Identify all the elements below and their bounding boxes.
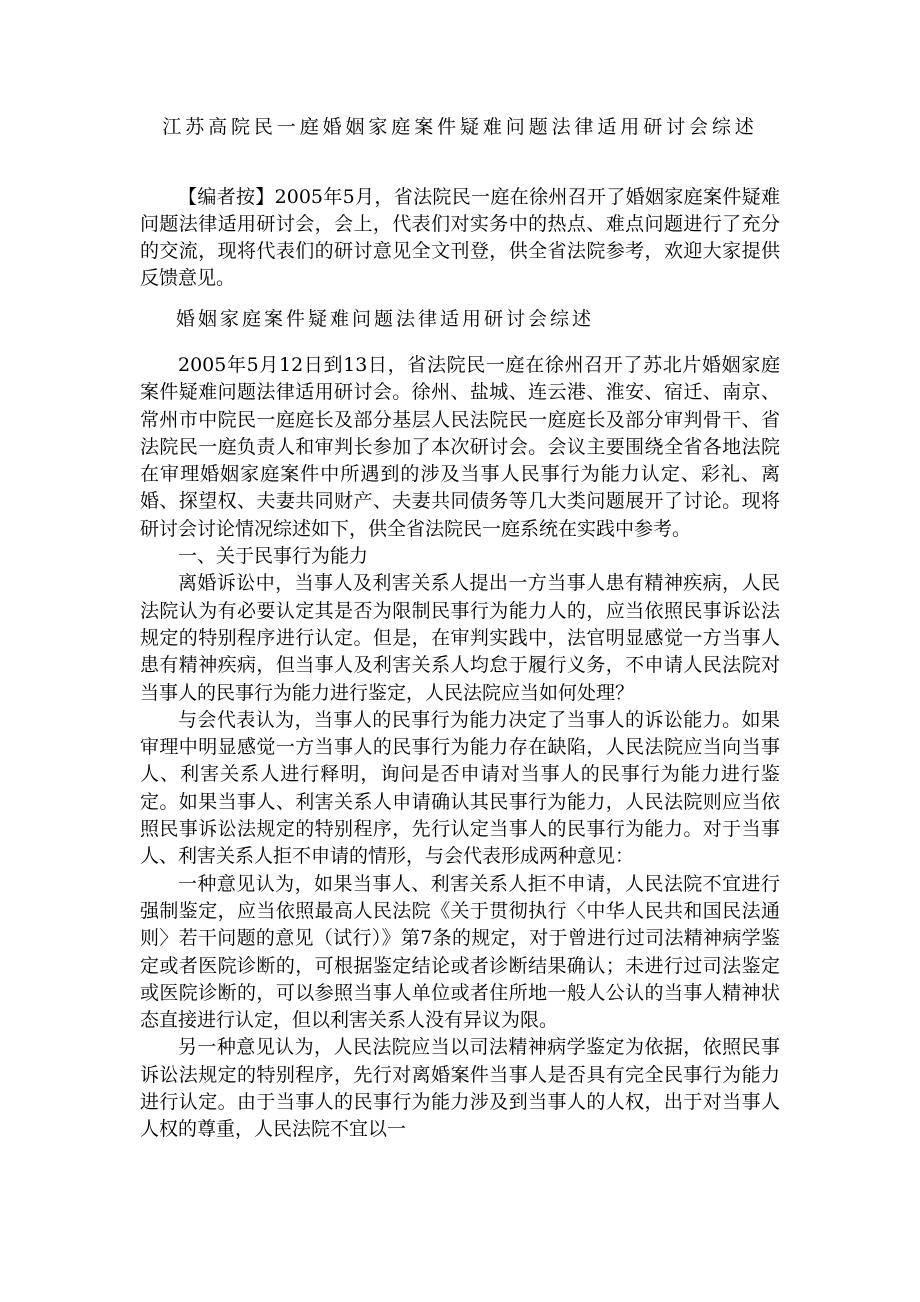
paragraph-issue: 离婚诉讼中，当事人及利害关系人提出一方当事人患有精神疾病，人民法院认为有必要认定其是否为限制民事行为能力人的，应当依照民事诉讼法规定的特别程序进行认定。但是，在审判实践中，法官明显感觉一方当事人患有精神疾病，但当事人及利害关系人均怠于履行义务，不申请人民法院对当事人的民事行为能力进行鉴定，人民法院应当如何处理？ [140,572,780,704]
document-body [140,352,780,1144]
paragraph-opinion-two: 另一种意见认为，人民法院应当以司法精神病学鉴定为依据，依照民事诉讼法规定的特别程序，先行对离婚案件当事人是否具有完全民事行为能力进行认定。由于当事人的民事行为能力涉及到当事人的人权，出于对当事人人权的尊重，人民法院不宜以一 [140,1036,780,1141]
paragraph-intro: 2005年5月12日到13日，省法院民一庭在徐州召开了苏北片婚姻家庭案件疑难问题法律适用研讨会。徐州、盐城、连云港、淮安、宿迁、南京、常州市中院民一庭庭长及部分基层人民法院民一庭庭长及部分审判骨干、省法院民一庭负责人和审判长参加了本次研讨会。会议主要围绕全省各地法院在审理婚姻家庭案件中所遇到的涉及当事人民事行为能力认定、彩礼、离婚、探望权、夫妻共同财产、夫妻共同债务等几大类问题展开了讨论。现将研讨会讨论情况综述如下，供全省法院民一庭系统在实践中参考。 [140,354,780,540]
section-subtitle: 婚姻家庭案件疑难问题法律适用研讨会综述 [176,308,595,330]
paragraph-opinion-one: 一种意见认为，如果当事人、利害关系人拒不申请，人民法院不宜进行强制鉴定，应当依照最高人民法院《关于贯彻执行〈中华人民共和国民法通则〉若干问题的意见（试行）》第7条的规定，对于曾进行过司法精神病学鉴定或者医院诊断的，可根据鉴定结论或者诊断结果确认；未进行过司法鉴定或医院诊断的，可以参照当事人单位或者住所地一般人公认的当事人精神状态直接进行认定，但以利害关系人没有异议为限。 [140,872,780,1032]
document-title: 江苏高院民一庭婚姻家庭案件疑难问题法律适用研讨会综述 [162,116,758,138]
editor-note: 【编者按】2005年5月，省法院民一庭在徐州召开了婚姻家庭案件疑难问题法律适用研讨会，会上，代表们对实务中的热点、难点问题进行了充分的交流，现将代表们的研讨意见全文刊登，供全省法院参考，欢迎大家提供反馈意见。 [140,186,780,289]
paragraph-consensus: 与会代表认为，当事人的民事行为能力决定了当事人的诉讼能力。如果审理中明显感觉一方当事人的民事行为能力存在缺陷，人民法院应当向当事人、利害关系人进行释明，询问是否申请对当事人的民事行为能力进行鉴定。如果当事人、利害关系人申请确认其民事行为能力，人民法院则应当依照民事诉讼法规定的特别程序，先行认定当事人的民事行为能力。对于当事人、利害关系人拒不申请的情形，与会代表形成两种意见： [140,708,780,868]
section-heading-civil-capacity: 一、关于民事行为能力 [178,545,369,568]
